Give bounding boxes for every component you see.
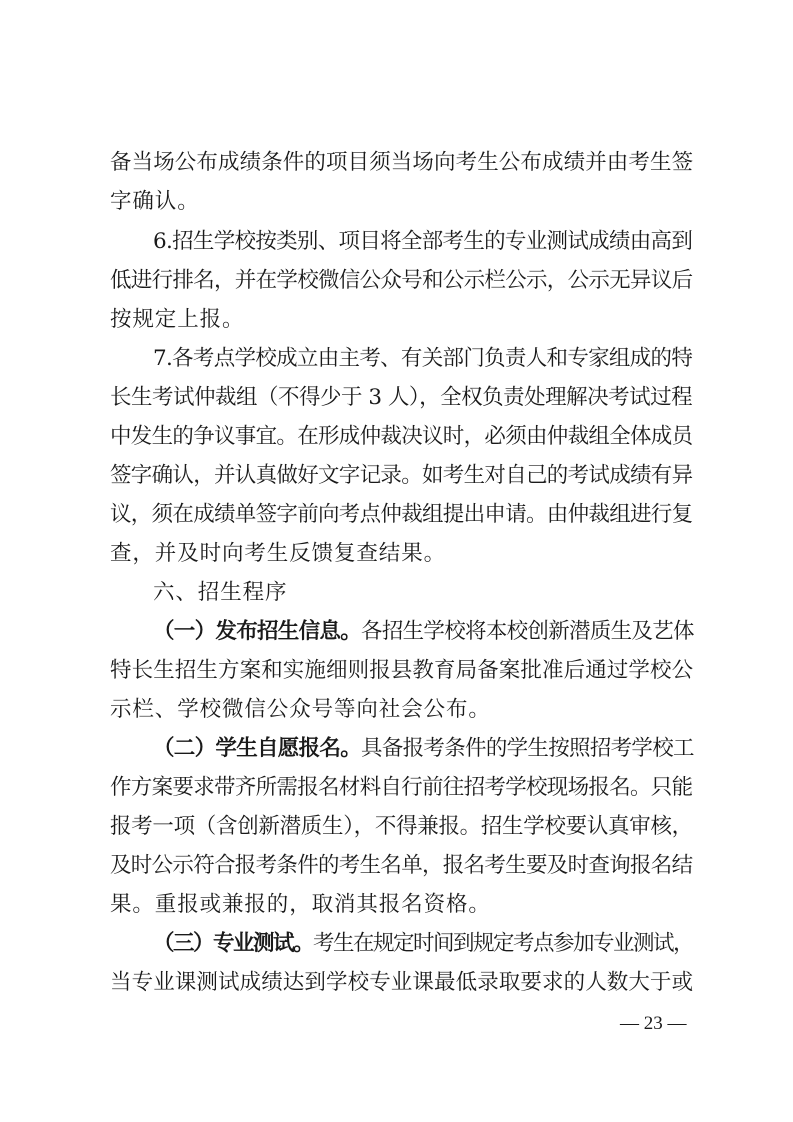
step-3-title: （三）专业测试。 <box>153 931 314 956</box>
body-line: 长生考试仲裁组（不得少于 3 人），全权负责处理解决考试过程 <box>110 385 693 410</box>
body-line: 7.各考点学校成立由主考、有关部门负责人和专家组成的特 <box>153 346 693 371</box>
body-line: 低进行排名，并在学校微信公众号和公示栏公示，公示无异议后 <box>110 268 693 293</box>
body-line: 6.招生学校按类别、项目将全部考生的专业测试成绩由高到 <box>153 229 693 254</box>
body-line: 查，并及时向考生反馈复查结果。 <box>110 541 447 566</box>
section-heading: 六、招生程序 <box>153 580 288 605</box>
body-line: 当专业课测试成绩达到学校专业课最低录取要求的人数大于或 <box>110 970 694 995</box>
body-line: 议，须在成绩单签字前向考点仲裁组提出申请。由仲裁组进行复 <box>110 502 693 527</box>
step-2-title: （二）学生自愿报名。 <box>153 736 362 761</box>
page-number: — 23 — <box>620 1013 687 1034</box>
step-1-first-line <box>153 617 694 647</box>
body-line: 报考一项（含创新潜质生），不得兼报。招生学校要认真审核， <box>110 814 693 839</box>
step-3-first-line <box>153 929 694 959</box>
body-line: 中发生的争议事宜。在形成仲裁决议时，必须由仲裁组全体成员 <box>110 424 693 449</box>
body-line: 按规定上报。 <box>110 307 245 332</box>
body-line: 字确认。 <box>110 189 200 214</box>
body-line: 果。重报或兼报的，取消其报名资格。 <box>110 892 491 917</box>
step-1-text: 各招生学校将本校创新潜质生及艺体 <box>361 619 694 644</box>
step-3-text: 考生在规定时间到规定考点参加专业测试， <box>313 931 694 956</box>
step-1-title: （一）发布招生信息。 <box>153 619 362 644</box>
body-line: 签字确认，并认真做好文字记录。如考生对自己的考试成绩有异 <box>110 463 693 488</box>
step-2-first-line <box>153 734 694 764</box>
body-line: 示栏、学校微信公众号等向社会公布。 <box>110 697 491 722</box>
body-line: 备当场公布成绩条件的项目须当场向考生公布成绩并由考生签 <box>110 150 694 175</box>
body-line: 特长生招生方案和实施细则报县教育局备案批准后通过学校公 <box>110 658 694 683</box>
body-line: 作方案要求带齐所需报名材料自行前往招考学校现场报名。只能 <box>110 775 693 800</box>
step-2-text: 具备报考条件的学生按照招考学校工 <box>361 736 694 761</box>
body-line: 及时公示符合报考条件的考生名单，报名考生要及时查询报名结 <box>110 853 693 878</box>
